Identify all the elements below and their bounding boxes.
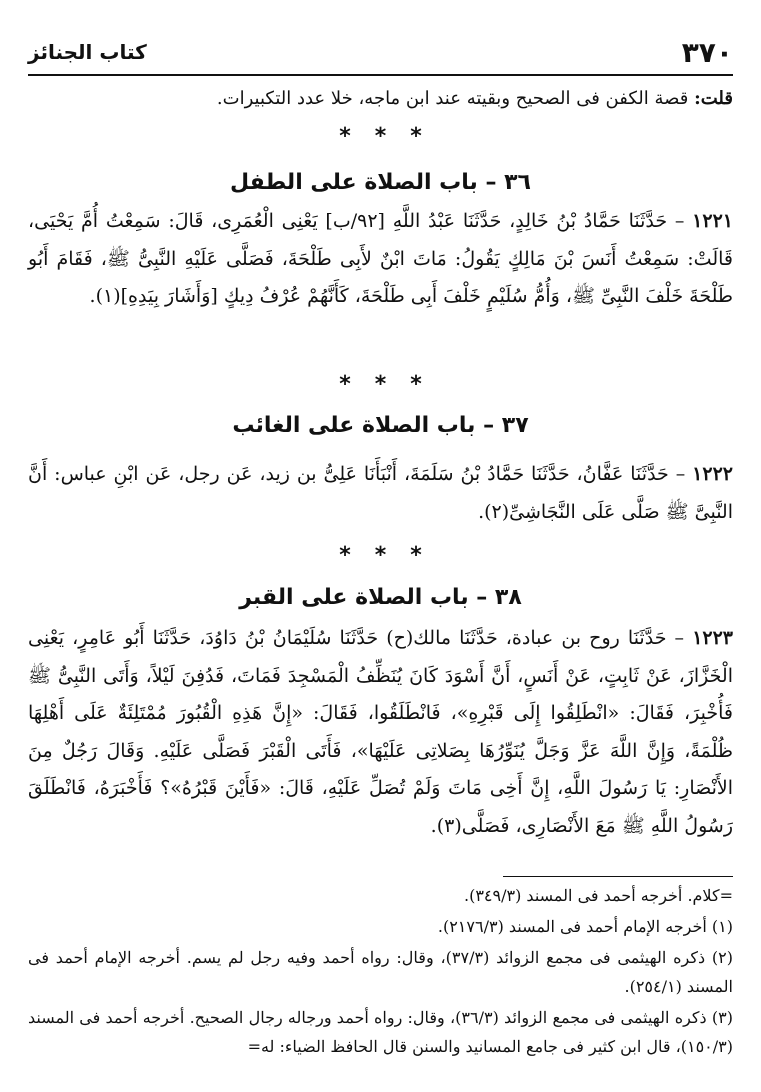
hadith-number: ١٢٢١ bbox=[692, 210, 733, 232]
separator-stars: * * * bbox=[339, 372, 422, 397]
footnote: (٣) ذكره الهيثمى فى مجمع الزوائد (٣٦/٣)، وقال: رواه أحمد ورجاله رجال الصحيح. أخرجه أحمد فى المسند (١٥٠/٣)، قال ابن كثير فى جامع المسانيد والسنن قال الحافظ الضياء: له= bbox=[28, 1008, 733, 1056]
chapter-heading: ٣٧ – باب الصلاة على الغائب bbox=[232, 413, 529, 438]
hadith-paragraph bbox=[28, 620, 733, 845]
hadith-paragraph bbox=[28, 203, 733, 316]
footnote: =كلام. أخرجه أحمد فى المسند (٣٤٩/٣). bbox=[464, 886, 733, 905]
page-number: ٣٧٠ bbox=[681, 35, 733, 69]
separator-stars: * * * bbox=[339, 543, 422, 568]
note-text: قصة الكفن فى الصحيح وبقيته عند ابن ماجه، خلا عدد التكبيرات. bbox=[216, 88, 689, 109]
hadith-number: ١٢٢٣ bbox=[692, 627, 734, 649]
editor-note bbox=[60, 84, 733, 114]
hadith-text: – حَدَّثَنَا عَفَّانُ، حَدَّثَنَا حَمَّادُ بْنُ سَلَمَةَ، أَنْبَأَنَا عَلِىُّ بن زيد، عَن رجل، عَن ابْنِ عباس: أَنَّ النَّبِىَّ ﷺ صَلَّى عَلَى النَّجَاشِىِّ(٢). bbox=[28, 463, 733, 523]
page-header bbox=[28, 30, 733, 76]
chapter-heading: ٣٨ – باب الصلاة على القبر bbox=[239, 585, 522, 610]
book-title: كتاب الجنائز bbox=[28, 40, 147, 64]
footnote: (٢) ذكره الهيثمى فى مجمع الزوائد (٣٧/٣)، وقال: رواه أحمد وفيه رجل لم يسم. أخرجه الإمام أحمد فى المسند (٢٥٤/١). bbox=[28, 948, 733, 996]
hadith-number: ١٢٢٢ bbox=[692, 463, 733, 485]
chapter-heading: ٣٦ – باب الصلاة على الطفل bbox=[230, 170, 531, 195]
hadith-text: – حَدَّثَنَا حَمَّادُ بْنُ خَالِدٍ، حَدَّثَنَا عَبْدُ اللَّهِ [٩٢/ب] يَعْنِى الْعُمَرِى، قَالَ: سَمِعْتُ أُمَّ يَحْيَى، قَالَتْ: سَمِعْتُ أَنَسَ بْنَ مَالِكٍ يَقُولُ: مَاتَ ابْنٌ لأَبِى طَلْحَةَ، فَصَلَّى عَلَيْهِ النَّبِىُّ ﷺ، فَقَامَ أَبُو طَلْحَةَ خَلْفَ النَّبِىِّ ﷺ، وَأُمُّ سُلَيْمٍ خَلْفَ أَبِى طَلْحَةَ، كَأَنَّهُمْ عُرْفُ دِيكٍ [وَأَشَارَ بِيَدِهِ](١). bbox=[28, 210, 733, 307]
footnotes bbox=[28, 881, 733, 1063]
hadith-paragraph bbox=[28, 456, 733, 531]
note-label: قلت: bbox=[694, 88, 733, 109]
separator-stars: * * * bbox=[339, 124, 422, 149]
footnote-divider bbox=[503, 876, 733, 877]
hadith-text: – حَدَّثَنَا روح بن عبادة، حَدَّثَنَا مالك(ح) حَدَّثَنَا سُلَيْمَانُ بْنُ دَاوُدَ، حَدَّثَنَا أَبُو عَامِرٍ، يَعْنِى الْخَزَّازَ، عَنْ ثَابِتٍ، عَنْ أَنَسٍ، أَنَّ أَسْوَدَ كَانَ يُنَظِّفُ الْمَسْجِدَ فَمَاتَ، فَدُفِنَ لَيْلاً، وَأَتَى النَّبِىُّ ﷺ فَأُخْبِرَ، فَقَالَ: «انْطَلِقُوا إِلَى قَبْرِهِ»، فَانْطَلَقُوا، فَقَالَ: «إِنَّ هَذِهِ الْقُبُورَ مُمْتَلِئَةٌ عَلَى أَهْلِهَا ظُلْمَةً، وَإِنَّ اللَّهَ عَزَّ وَجَلَّ يُنَوِّرُهَا بِصَلاتِى عَلَيْهَا»، فَأَتَى الْقَبْرَ فَصَلَّى عَلَيْهِ. وَقَالَ رَجُلٌ مِنَ الأَنْصَارِ: يَا رَسُولَ اللَّهِ، إِنَّ أَخِى مَاتَ وَلَمْ تُصَلِّ عَلَيْهِ، قَالَ: «فَأَيْنَ قَبْرُهُ»؟ فَأَخْبَرَهُ، فَانْطَلَقَ رَسُولُ اللَّهِ ﷺ مَعَ الأَنْصَارِى، فَصَلَّى(٣). bbox=[28, 627, 733, 837]
footnote: (١) أخرجه الإمام أحمد فى المسند (٢١٧٦/٣). bbox=[437, 917, 733, 936]
